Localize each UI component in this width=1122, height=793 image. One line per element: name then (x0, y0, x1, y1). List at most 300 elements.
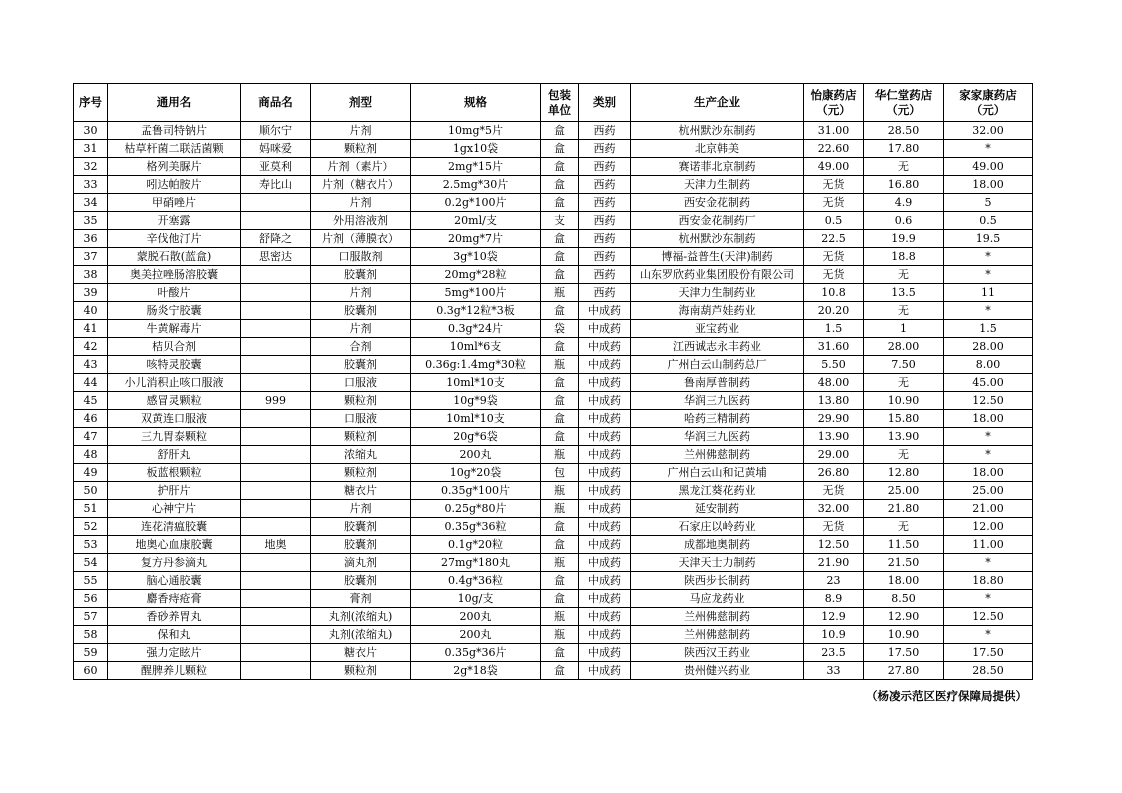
table-cell: 舒降之 (241, 230, 311, 248)
table-cell: 33 (804, 662, 864, 680)
table-cell: 46 (74, 410, 108, 428)
table-cell: 颗粒剂 (311, 464, 411, 482)
table-row (74, 500, 1033, 518)
table-cell: 17.50 (864, 644, 944, 662)
table-cell: 0.2g*100片 (411, 194, 541, 212)
table-cell: 12.50 (944, 392, 1033, 410)
table-cell: 39 (74, 284, 108, 302)
table-cell: 马应龙药业 (631, 590, 804, 608)
table-cell: 32.00 (944, 122, 1033, 140)
header-cell: 剂型 (311, 84, 411, 122)
table-cell: 18.80 (944, 572, 1033, 590)
table-cell: * (944, 140, 1033, 158)
table-cell: 盒 (541, 590, 579, 608)
table-cell: 孟鲁司特钠片 (108, 122, 241, 140)
table-cell: 格列美脲片 (108, 158, 241, 176)
header-cell: 通用名 (108, 84, 241, 122)
table-cell: 中成药 (579, 482, 631, 500)
table-cell: 贵州健兴药业 (631, 662, 804, 680)
table-cell: 23 (804, 572, 864, 590)
table-cell: 7.50 (864, 356, 944, 374)
table-header-row (74, 84, 1033, 122)
table-cell: 48.00 (804, 374, 864, 392)
table-cell: 地奥心血康胶囊 (108, 536, 241, 554)
table-cell: 40 (74, 302, 108, 320)
table-cell: 12.80 (864, 464, 944, 482)
table-row (74, 320, 1033, 338)
table-cell: 47 (74, 428, 108, 446)
table-cell: 15.80 (864, 410, 944, 428)
table-cell: 45 (74, 392, 108, 410)
table-cell: 21.80 (864, 500, 944, 518)
table-cell: 1.5 (944, 320, 1033, 338)
table-cell: 糖衣片 (311, 644, 411, 662)
table-cell: 33 (74, 176, 108, 194)
table-cell: 10g/支 (411, 590, 541, 608)
table-cell: 盒 (541, 662, 579, 680)
table-cell: * (944, 446, 1033, 464)
table-cell: 32.00 (804, 500, 864, 518)
table-cell: 无货 (804, 248, 864, 266)
table-row (74, 302, 1033, 320)
table-cell: 49.00 (944, 158, 1033, 176)
table-cell: 胶囊剂 (311, 518, 411, 536)
table-cell: 颗粒剂 (311, 428, 411, 446)
table-cell: 1 (864, 320, 944, 338)
drug-price-table (73, 83, 1033, 680)
table-cell: 蒙脱石散(蓝盒) (108, 248, 241, 266)
table-cell: 广州白云山和记黄埔 (631, 464, 804, 482)
table-cell: 瓶 (541, 284, 579, 302)
table-cell: 49 (74, 464, 108, 482)
table-cell (241, 338, 311, 356)
table-cell: 10ml*6支 (411, 338, 541, 356)
table-cell (241, 446, 311, 464)
table-cell: 鲁南厚普制药 (631, 374, 804, 392)
header-cell: 序号 (74, 84, 108, 122)
table-cell: 无货 (804, 194, 864, 212)
table-row (74, 572, 1033, 590)
table-cell: 19.9 (864, 230, 944, 248)
table-cell: 59 (74, 644, 108, 662)
table-cell: 中成药 (579, 554, 631, 572)
table-cell: 盒 (541, 158, 579, 176)
table-cell: 片剂 (311, 122, 411, 140)
table-cell: 吲达帕胺片 (108, 176, 241, 194)
table-cell: 杭州默沙东制药 (631, 230, 804, 248)
table-cell: 无 (864, 518, 944, 536)
table-cell: 4.9 (864, 194, 944, 212)
table-cell: 兰州佛慈制药 (631, 626, 804, 644)
table-cell: 中成药 (579, 572, 631, 590)
table-cell: 无 (864, 446, 944, 464)
table-cell: 2.5mg*30片 (411, 176, 541, 194)
table-cell: 兰州佛慈制药 (631, 608, 804, 626)
table-cell: 盒 (541, 194, 579, 212)
table-cell: 10mg*5片 (411, 122, 541, 140)
table-cell: 麝香痔疮膏 (108, 590, 241, 608)
table-cell: 盒 (541, 302, 579, 320)
table-cell: 感冒灵颗粒 (108, 392, 241, 410)
table-cell (241, 266, 311, 284)
table-cell: 咳特灵胶囊 (108, 356, 241, 374)
table-cell: 22.5 (804, 230, 864, 248)
table-cell: 10g*9袋 (411, 392, 541, 410)
table-cell: 无 (864, 374, 944, 392)
table-cell: 22.60 (804, 140, 864, 158)
table-cell: 胶囊剂 (311, 572, 411, 590)
table-cell: 52 (74, 518, 108, 536)
table-cell: 小儿消积止咳口服液 (108, 374, 241, 392)
table-cell: 江西诚志永丰药业 (631, 338, 804, 356)
header-cell: 类别 (579, 84, 631, 122)
table-cell: 中成药 (579, 392, 631, 410)
table-cell: 10.9 (804, 626, 864, 644)
table-cell: 20g*6袋 (411, 428, 541, 446)
table-cell: 颗粒剂 (311, 392, 411, 410)
table-cell: 29.00 (804, 446, 864, 464)
table-cell: 31.00 (804, 122, 864, 140)
table-cell: 口服散剂 (311, 248, 411, 266)
table-cell: 博福-益普生(天津)制药 (631, 248, 804, 266)
table-cell (241, 572, 311, 590)
table-cell: 盒 (541, 248, 579, 266)
header-cell: 商品名 (241, 84, 311, 122)
table-cell: 中成药 (579, 338, 631, 356)
table-cell: 2g*18袋 (411, 662, 541, 680)
table-cell: 18.00 (944, 176, 1033, 194)
table-cell: 兰州佛慈制药 (631, 446, 804, 464)
table-cell: 20mg*28粒 (411, 266, 541, 284)
table-cell: 盒 (541, 266, 579, 284)
table-cell: 54 (74, 554, 108, 572)
table-cell (241, 482, 311, 500)
table-cell: 顺尔宁 (241, 122, 311, 140)
table-cell (241, 320, 311, 338)
table-cell (241, 374, 311, 392)
table-cell: 1.5 (804, 320, 864, 338)
table-cell: 28.00 (944, 338, 1033, 356)
table-cell (241, 428, 311, 446)
table-cell: * (944, 428, 1033, 446)
table-row (74, 356, 1033, 374)
table-cell: 10g*20袋 (411, 464, 541, 482)
table-cell: 开塞露 (108, 212, 241, 230)
table-cell: 51 (74, 500, 108, 518)
table-cell: 23.5 (804, 644, 864, 662)
table-cell: 35 (74, 212, 108, 230)
table-cell: 片剂（素片） (311, 158, 411, 176)
table-body (74, 122, 1033, 680)
table-cell: 31.60 (804, 338, 864, 356)
table-cell: 西药 (579, 122, 631, 140)
table-cell: 0.3g*24片 (411, 320, 541, 338)
table-cell: 中成药 (579, 590, 631, 608)
table-cell: 0.5 (944, 212, 1033, 230)
table-cell: 41 (74, 320, 108, 338)
table-cell: 36 (74, 230, 108, 248)
table-cell: 38 (74, 266, 108, 284)
table-cell: 盒 (541, 536, 579, 554)
table-cell: 浓缩丸 (311, 446, 411, 464)
table-cell: 32 (74, 158, 108, 176)
table-cell: 中成药 (579, 662, 631, 680)
table-cell: 11.00 (944, 536, 1033, 554)
table-cell: 西安金花制药厂 (631, 212, 804, 230)
table-cell: 盒 (541, 392, 579, 410)
table-cell: 盒 (541, 428, 579, 446)
table-cell: 西药 (579, 140, 631, 158)
table-cell: 无 (864, 158, 944, 176)
table-row (74, 140, 1033, 158)
table-cell: 10ml*10支 (411, 410, 541, 428)
table-cell: 亚宝药业 (631, 320, 804, 338)
table-cell: 舒肝丸 (108, 446, 241, 464)
table-cell: 1gx10袋 (411, 140, 541, 158)
table-cell: 27.80 (864, 662, 944, 680)
table-cell: 11.50 (864, 536, 944, 554)
table-row (74, 158, 1033, 176)
header-cell: 包装 单位 (541, 84, 579, 122)
table-cell: 三九胃泰颗粒 (108, 428, 241, 446)
table-cell (241, 302, 311, 320)
table-row (74, 194, 1033, 212)
table-cell: 北京韩美 (631, 140, 804, 158)
table-cell: 盒 (541, 122, 579, 140)
table-cell: 瓶 (541, 626, 579, 644)
table-row (74, 536, 1033, 554)
table-cell: 丸剂(浓缩丸) (311, 608, 411, 626)
table-cell: 中成药 (579, 626, 631, 644)
table-cell: 10.90 (864, 626, 944, 644)
table-cell: 桔贝合剂 (108, 338, 241, 356)
header-cell: 规格 (411, 84, 541, 122)
table-cell: 5.50 (804, 356, 864, 374)
table-cell: 0.3g*12粒*3板 (411, 302, 541, 320)
table-cell: 颗粒剂 (311, 662, 411, 680)
table-cell: 枯草杆菌二联活菌颗 (108, 140, 241, 158)
table-cell: 17.50 (944, 644, 1033, 662)
table-cell: 0.35g*36粒 (411, 518, 541, 536)
table-cell: 盒 (541, 374, 579, 392)
table-cell: 无货 (804, 518, 864, 536)
table-cell: 西药 (579, 212, 631, 230)
table-cell: 天津力生制药业 (631, 284, 804, 302)
table-cell: 44 (74, 374, 108, 392)
table-cell: 片剂 (311, 320, 411, 338)
table-cell: 19.5 (944, 230, 1033, 248)
table-cell: 妈咪爱 (241, 140, 311, 158)
table-cell: 28.00 (864, 338, 944, 356)
table-cell: 片剂（糖衣片） (311, 176, 411, 194)
table-cell: 10.8 (804, 284, 864, 302)
table-cell: 中成药 (579, 320, 631, 338)
table-row (74, 266, 1033, 284)
table-cell: 复方丹参滴丸 (108, 554, 241, 572)
table-row (74, 518, 1033, 536)
table-row (74, 122, 1033, 140)
table-cell: 28.50 (864, 122, 944, 140)
table-cell: 无货 (804, 482, 864, 500)
table-cell: 脑心通胶囊 (108, 572, 241, 590)
table-row (74, 374, 1033, 392)
table-cell: 口服液 (311, 410, 411, 428)
table-cell: 43 (74, 356, 108, 374)
table-cell (241, 662, 311, 680)
table-cell: 13.5 (864, 284, 944, 302)
table-cell: 膏剂 (311, 590, 411, 608)
table-cell: 60 (74, 662, 108, 680)
table-row (74, 338, 1033, 356)
table-cell: 中成药 (579, 536, 631, 554)
table-row (74, 464, 1033, 482)
table-row (74, 590, 1033, 608)
table-cell: 11 (944, 284, 1033, 302)
table-cell: 香砂养胃丸 (108, 608, 241, 626)
table-cell: 13.90 (804, 428, 864, 446)
table-cell: 21.90 (804, 554, 864, 572)
table-cell: 中成药 (579, 500, 631, 518)
table-cell: 8.9 (804, 590, 864, 608)
table-cell: 48 (74, 446, 108, 464)
price-sheet (73, 83, 1033, 703)
table-cell: 寿比山 (241, 176, 311, 194)
table-row (74, 392, 1033, 410)
table-cell: * (944, 590, 1033, 608)
table-cell: 无 (864, 302, 944, 320)
table-cell: 天津力生制药 (631, 176, 804, 194)
table-cell: 牛黄解毒片 (108, 320, 241, 338)
table-cell: 中成药 (579, 302, 631, 320)
table-cell: 53 (74, 536, 108, 554)
table-cell: 无 (864, 266, 944, 284)
table-cell: 中成药 (579, 410, 631, 428)
table-cell: 盒 (541, 518, 579, 536)
table-row (74, 644, 1033, 662)
table-cell: 片剂 (311, 500, 411, 518)
table-cell: 颗粒剂 (311, 140, 411, 158)
table-cell: 甲硝唑片 (108, 194, 241, 212)
table-cell: 片剂 (311, 194, 411, 212)
table-cell: 胶囊剂 (311, 356, 411, 374)
table-row (74, 446, 1033, 464)
table-cell: 天津天士力制药 (631, 554, 804, 572)
table-cell: 56 (74, 590, 108, 608)
table-cell: 无货 (804, 176, 864, 194)
table-cell: 37 (74, 248, 108, 266)
table-cell: 中成药 (579, 464, 631, 482)
table-cell: 辛伐他汀片 (108, 230, 241, 248)
header-cell: 怡康药店 （元） (804, 84, 864, 122)
table-cell: 袋 (541, 320, 579, 338)
table-cell (241, 554, 311, 572)
table-cell: 200丸 (411, 608, 541, 626)
table-cell: 杭州默沙东制药 (631, 122, 804, 140)
table-cell: 中成药 (579, 374, 631, 392)
table-cell: 口服液 (311, 374, 411, 392)
table-cell: 45.00 (944, 374, 1033, 392)
table-cell: 5mg*100片 (411, 284, 541, 302)
header-cell: 生产企业 (631, 84, 804, 122)
table-cell: 55 (74, 572, 108, 590)
table-cell: 200丸 (411, 626, 541, 644)
table-cell: 广州白云山制药总厂 (631, 356, 804, 374)
table-cell (241, 644, 311, 662)
table-cell: 8.50 (864, 590, 944, 608)
table-cell: 西药 (579, 176, 631, 194)
table-cell: 片剂 (311, 284, 411, 302)
table-cell: 思密达 (241, 248, 311, 266)
table-row (74, 284, 1033, 302)
table-cell: 陕西汉王药业 (631, 644, 804, 662)
table-row (74, 176, 1033, 194)
table-cell: 50 (74, 482, 108, 500)
table-cell: 57 (74, 608, 108, 626)
table-cell: 西药 (579, 248, 631, 266)
table-cell: 8.00 (944, 356, 1033, 374)
table-row (74, 608, 1033, 626)
table-cell: 42 (74, 338, 108, 356)
table-cell: 49.00 (804, 158, 864, 176)
table-cell: * (944, 626, 1033, 644)
table-cell: 盒 (541, 140, 579, 158)
table-cell: 亚莫利 (241, 158, 311, 176)
table-cell: 陕西步长制药 (631, 572, 804, 590)
table-cell: 27mg*180丸 (411, 554, 541, 572)
table-cell: 10.90 (864, 392, 944, 410)
table-cell: 12.9 (804, 608, 864, 626)
table-cell: 盒 (541, 644, 579, 662)
table-cell: 赛诺菲北京制药 (631, 158, 804, 176)
table-cell (241, 608, 311, 626)
table-cell: 20mg*7片 (411, 230, 541, 248)
table-row (74, 248, 1033, 266)
table-cell: * (944, 302, 1033, 320)
table-cell: 20ml/支 (411, 212, 541, 230)
table-cell: 200丸 (411, 446, 541, 464)
table-cell: 28.50 (944, 662, 1033, 680)
table-cell (241, 284, 311, 302)
table-cell: 0.6 (864, 212, 944, 230)
table-cell: 25.00 (864, 482, 944, 500)
table-cell (241, 356, 311, 374)
table-row (74, 410, 1033, 428)
table-cell: 0.35g*36片 (411, 644, 541, 662)
table-cell: 石家庄以岭药业 (631, 518, 804, 536)
table-cell: 海南葫芦娃药业 (631, 302, 804, 320)
table-cell: 胶囊剂 (311, 302, 411, 320)
table-cell: 华润三九医药 (631, 392, 804, 410)
table-cell: 盒 (541, 176, 579, 194)
table-cell: 醒脾养儿颗粒 (108, 662, 241, 680)
table-cell: 999 (241, 392, 311, 410)
table-cell: 25.00 (944, 482, 1033, 500)
table-cell: 0.25g*80片 (411, 500, 541, 518)
table-cell: 西药 (579, 194, 631, 212)
table-cell: 哈药三精制药 (631, 410, 804, 428)
table-cell: 34 (74, 194, 108, 212)
table-cell: 12.50 (944, 608, 1033, 626)
table-cell: * (944, 266, 1033, 284)
table-cell: 0.1g*20粒 (411, 536, 541, 554)
table-cell (241, 410, 311, 428)
table-cell: 盒 (541, 338, 579, 356)
table-cell: 肠炎宁胶囊 (108, 302, 241, 320)
table-cell: 0.36g:1.4mg*30粒 (411, 356, 541, 374)
table-cell (241, 518, 311, 536)
table-cell: 31 (74, 140, 108, 158)
table-row (74, 212, 1033, 230)
